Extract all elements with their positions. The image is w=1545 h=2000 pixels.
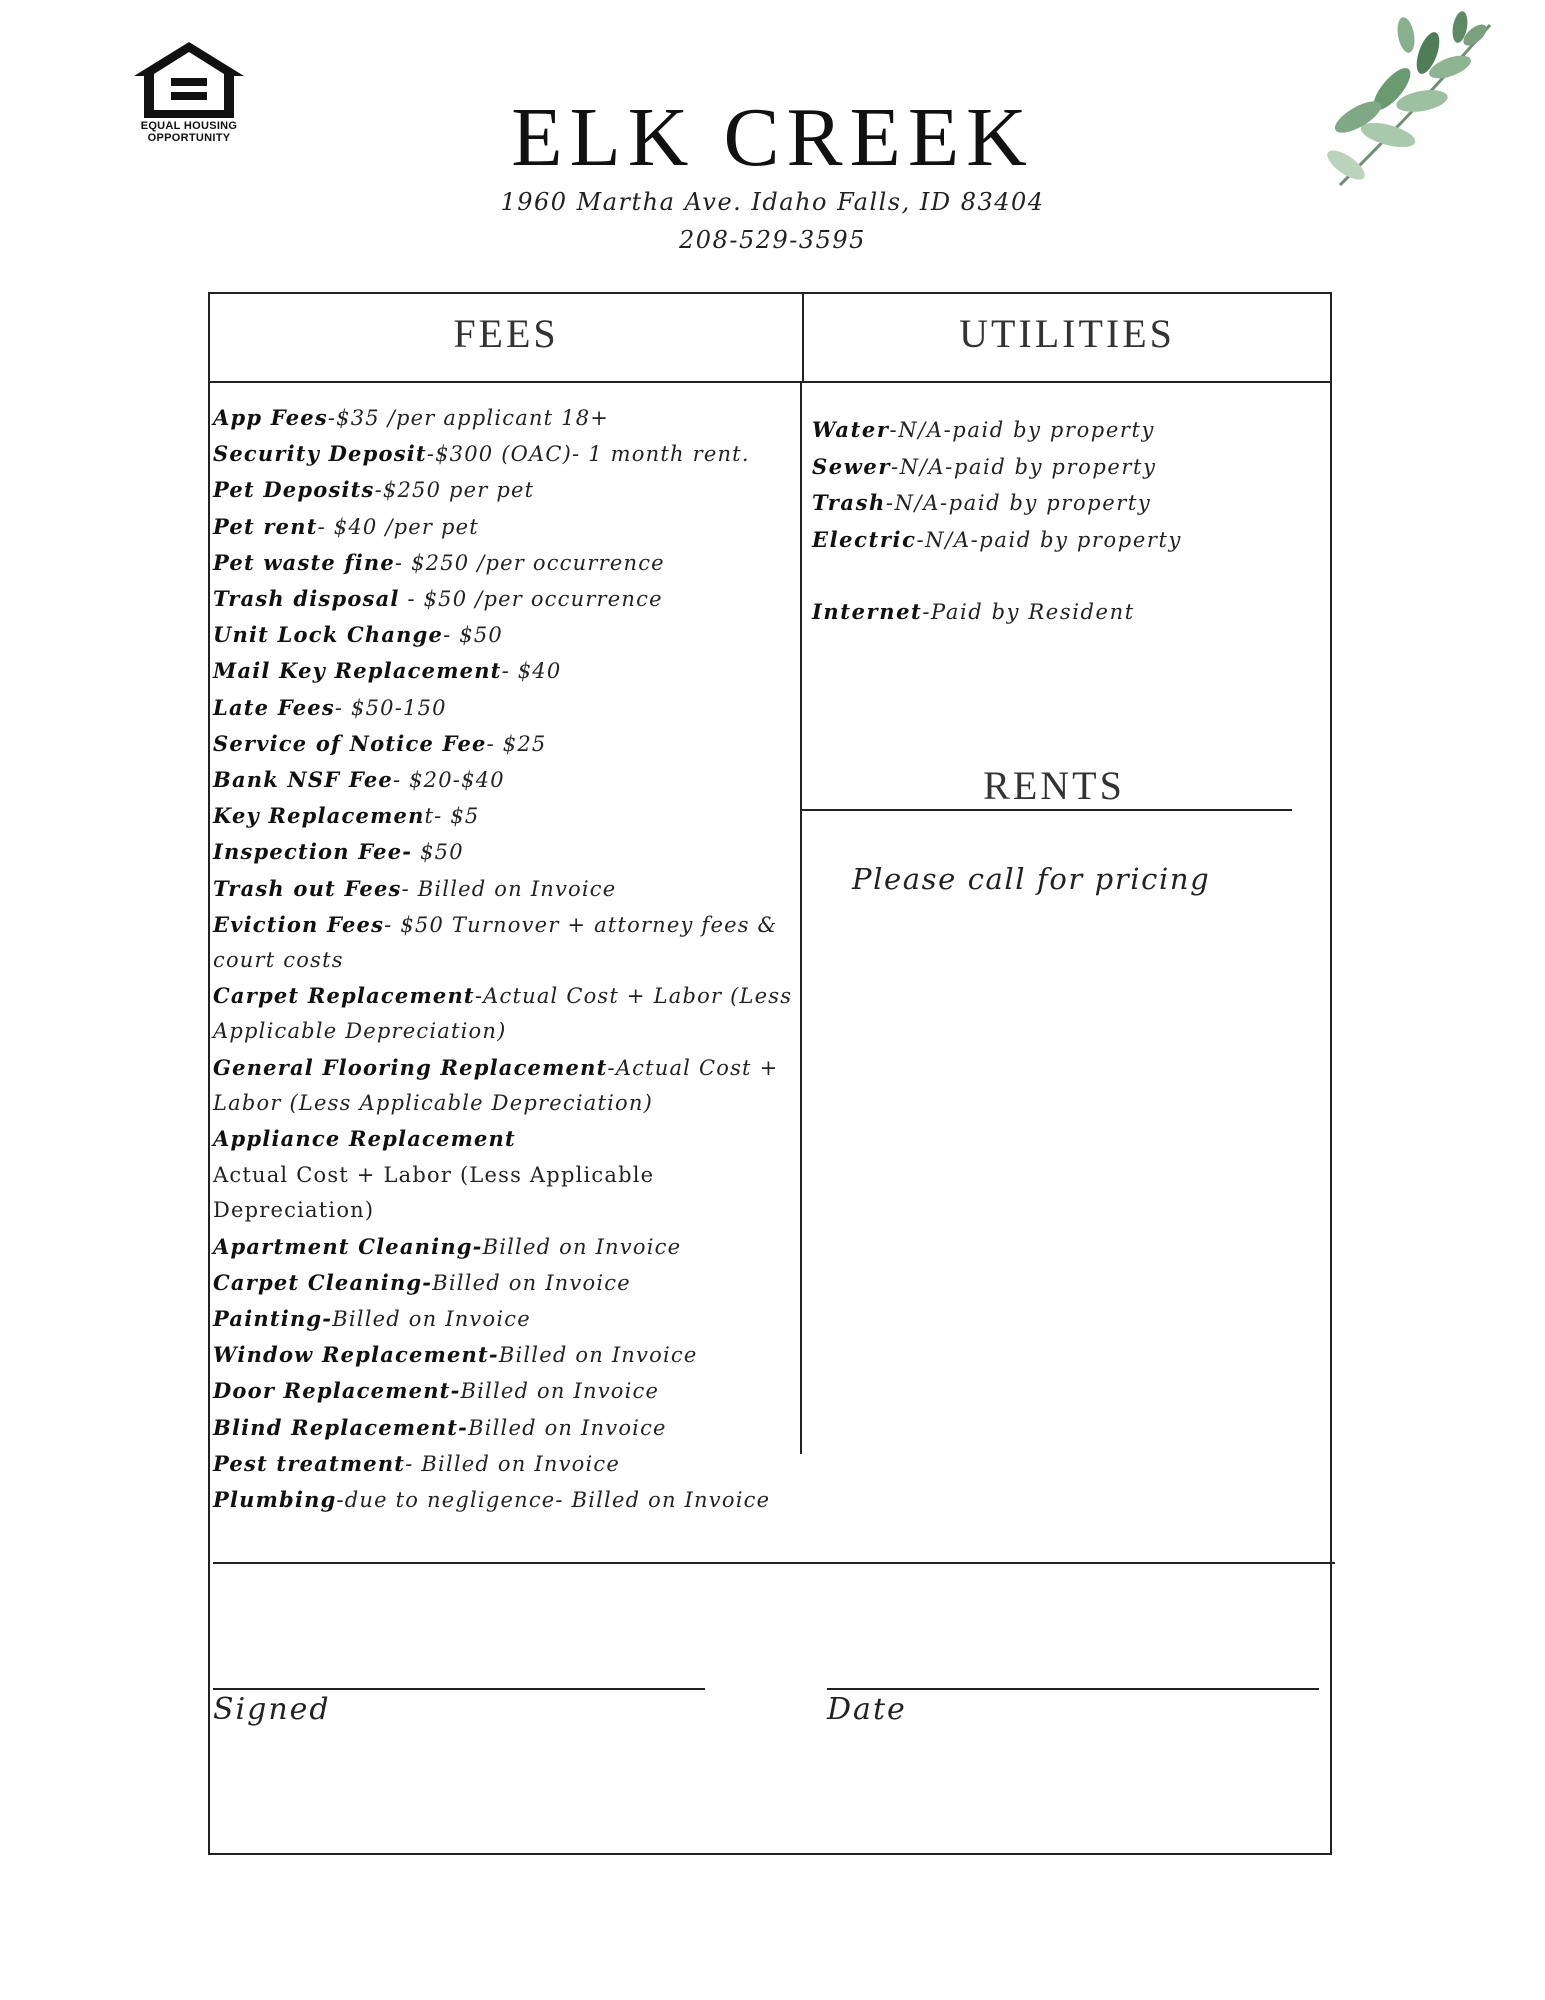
fee-detail: Actual Cost + Labor (Less Applicable Depreciation) bbox=[213, 1163, 655, 1223]
fee-detail: -$300 (OAC)- 1 month rent. bbox=[426, 442, 750, 467]
list-item bbox=[213, 472, 803, 508]
address: 1960 Martha Ave. Idaho Falls, ID 83404 bbox=[500, 188, 1045, 216]
list-item bbox=[213, 871, 803, 907]
list-item bbox=[213, 1446, 803, 1482]
fee-label: Carpet Cleaning- bbox=[213, 1269, 433, 1295]
fee-label: Eviction Fees bbox=[213, 911, 385, 937]
fee-label: General Flooring Replacement bbox=[213, 1054, 608, 1080]
fee-detail: Billed on Invoice bbox=[482, 1234, 682, 1259]
fee-detail: - $50 bbox=[443, 623, 503, 648]
list-item bbox=[213, 1337, 803, 1373]
page-title: ELK CREEK bbox=[511, 91, 1034, 184]
phone: 208-529-3595 bbox=[679, 226, 866, 254]
header-divider bbox=[208, 381, 1332, 383]
fee-detail: Billed on Invoice bbox=[332, 1307, 531, 1332]
list-item bbox=[213, 436, 803, 472]
signature-section-divider bbox=[213, 1562, 1335, 1564]
rents-note: Please call for pricing bbox=[852, 862, 1211, 896]
date-label: Date bbox=[827, 1692, 907, 1727]
logo-text-line1: EQUAL HOUSING bbox=[140, 120, 238, 132]
list-item bbox=[213, 400, 803, 436]
utility-detail: -N/A-paid by property bbox=[889, 418, 1156, 442]
list-item bbox=[213, 653, 803, 689]
fee-label: Carpet Replacement bbox=[213, 983, 475, 1009]
fee-label: Unit Lock Change bbox=[213, 622, 444, 648]
fee-label: Bank NSF Fee bbox=[213, 767, 393, 793]
fee-label: Pest treatment bbox=[213, 1450, 406, 1476]
list-item bbox=[812, 449, 1312, 486]
fee-label: Door Replacement- bbox=[213, 1378, 461, 1404]
fee-detail: - $50 Turnover + attorney fees & court costs bbox=[213, 912, 778, 973]
fee-detail: - $50 /per occurrence bbox=[399, 587, 663, 612]
fees-heading: FEES bbox=[453, 311, 559, 356]
fee-label: Pet rent bbox=[213, 513, 318, 539]
rents-heading: RENTS bbox=[983, 763, 1125, 808]
fee-label: Appliance Replacement bbox=[213, 1126, 516, 1152]
list-item bbox=[213, 1229, 803, 1265]
fee-detail: t- $5 bbox=[424, 804, 480, 829]
list-item bbox=[812, 522, 1312, 559]
list-item bbox=[213, 1301, 803, 1337]
fee-detail: $50 bbox=[412, 840, 464, 865]
date-line bbox=[827, 1688, 1319, 1690]
utility-label: Internet bbox=[812, 598, 923, 624]
list-item bbox=[213, 617, 803, 653]
fee-label: App Fees bbox=[213, 405, 328, 430]
list-item bbox=[213, 798, 803, 834]
fee-label: Mail Key Replacement bbox=[213, 658, 502, 684]
list-item bbox=[213, 509, 803, 545]
signature-line bbox=[213, 1688, 705, 1690]
utility-detail: -N/A-paid by property bbox=[885, 491, 1152, 515]
fee-label: Plumbing bbox=[213, 1487, 337, 1513]
list-item bbox=[213, 581, 803, 617]
fee-detail: -Actual Cost + Labor (Less Applicable Depreciation) bbox=[213, 1055, 779, 1115]
utilities-list bbox=[812, 412, 1312, 630]
utility-label: Trash bbox=[812, 490, 886, 515]
list-item bbox=[213, 545, 803, 581]
fee-label: Window Replacement- bbox=[213, 1342, 499, 1368]
list-item bbox=[213, 1410, 803, 1446]
fee-detail: - $20-$40 bbox=[392, 768, 505, 793]
list-item bbox=[213, 1265, 803, 1301]
utility-detail: -Paid by Resident bbox=[922, 599, 1135, 624]
list-item bbox=[213, 1121, 803, 1157]
utilities-heading: UTILITIES bbox=[959, 311, 1175, 356]
fee-label: Service of Notice Fee bbox=[213, 730, 487, 756]
fee-label: Late Fees bbox=[213, 694, 335, 720]
utility-detail: -N/A-paid by property bbox=[916, 527, 1182, 552]
fee-label: Key Replacemen bbox=[213, 803, 425, 829]
list-item bbox=[213, 834, 803, 870]
list-item bbox=[213, 1373, 803, 1409]
fee-detail: -Actual Cost + Labor (Less Applicable Depreciation) bbox=[213, 984, 793, 1044]
list-item bbox=[213, 762, 803, 798]
fee-label: Pet Deposits bbox=[213, 477, 375, 503]
fee-detail: - $50-150 bbox=[334, 695, 447, 720]
list-item bbox=[812, 412, 1312, 449]
utility-detail: -N/A-paid by property bbox=[891, 454, 1157, 479]
fees-list bbox=[213, 400, 803, 1518]
list-item bbox=[213, 726, 803, 762]
fee-detail: Billed on Invoice bbox=[460, 1379, 660, 1404]
logo-text-line2: OPPORTUNITY bbox=[147, 132, 231, 144]
fee-label: Inspection Fee- bbox=[213, 839, 413, 865]
list-item bbox=[213, 1482, 803, 1518]
fee-detail: - $25 bbox=[486, 731, 547, 756]
fee-detail: Billed on Invoice bbox=[432, 1270, 631, 1295]
fee-label: Apartment Cleaning- bbox=[213, 1233, 483, 1259]
fee-detail: - Billed on Invoice bbox=[401, 876, 617, 901]
list-item bbox=[213, 1050, 803, 1121]
fee-detail: - Billed on Invoice bbox=[405, 1451, 620, 1476]
fee-detail: - $40 bbox=[501, 659, 562, 684]
rents-divider bbox=[802, 809, 1292, 811]
fee-detail: Billed on Invoice bbox=[468, 1415, 667, 1440]
fee-detail: Billed on Invoice bbox=[498, 1343, 698, 1368]
spacer bbox=[812, 558, 1312, 594]
list-item bbox=[213, 907, 803, 978]
list-item bbox=[213, 1157, 803, 1228]
fee-label: Security Deposit bbox=[213, 441, 427, 467]
fee-label: Pet waste fine bbox=[213, 549, 395, 575]
fee-label: Painting- bbox=[213, 1306, 333, 1332]
list-item bbox=[812, 485, 1312, 522]
signed-label: Signed bbox=[213, 1692, 331, 1727]
fee-label: Trash disposal bbox=[213, 586, 400, 612]
fee-detail: - $250 /per occurrence bbox=[394, 550, 665, 575]
list-item bbox=[213, 690, 803, 726]
utility-label: Sewer bbox=[812, 453, 892, 479]
fee-label: Blind Replacement- bbox=[213, 1414, 469, 1440]
fee-label: Trash out Fees bbox=[213, 875, 402, 901]
fee-detail: - $40 /per pet bbox=[317, 514, 479, 539]
utility-label: Electric bbox=[812, 526, 917, 552]
list-item bbox=[213, 978, 803, 1049]
fee-detail: -due to negligence- Billed on Invoice bbox=[336, 1488, 771, 1513]
fee-detail: -$35 /per applicant 18+ bbox=[327, 406, 610, 430]
fee-detail: -$250 per pet bbox=[374, 478, 535, 503]
list-item bbox=[812, 594, 1312, 631]
utility-label: Water bbox=[812, 417, 890, 442]
